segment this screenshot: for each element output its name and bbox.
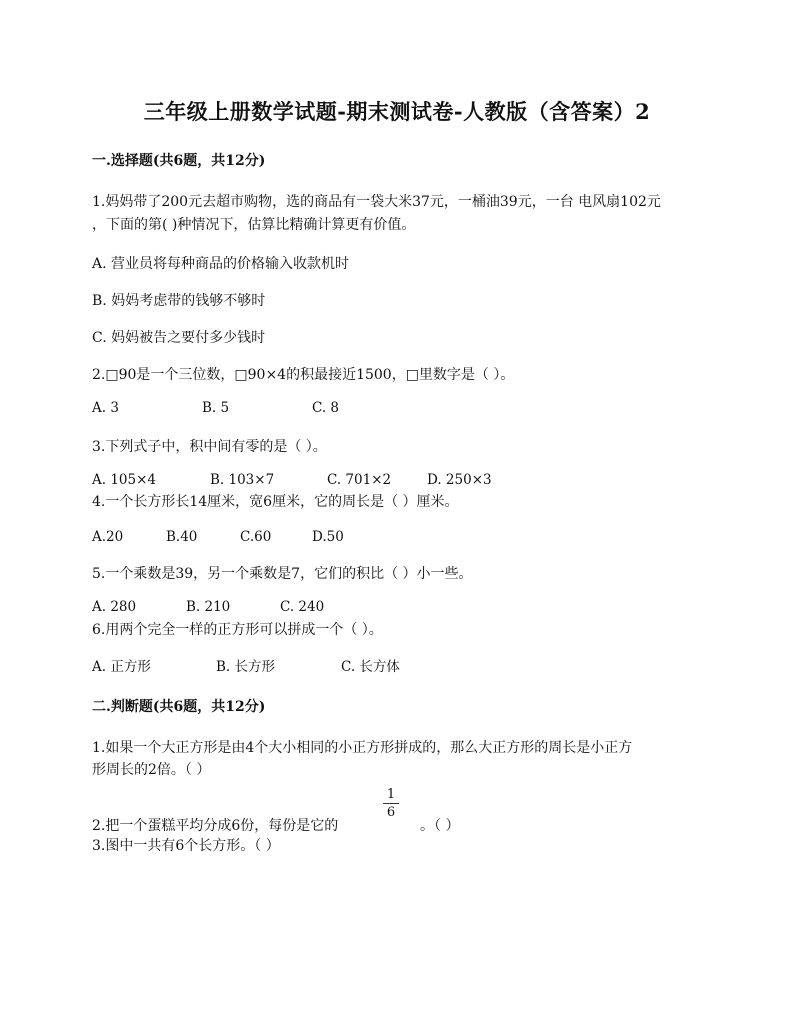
page-title: 三年级上册数学试题-期末测试卷-人教版（含答案）2 (143, 99, 651, 124)
question-1-line-2: ，下面的第( )种情况下，估算比精确计算更有价值。 (92, 217, 416, 233)
question-3-text: 3.下列式子中，积中间有零的是（ ）。 (92, 439, 327, 455)
question-3-option-d: D. 250×3 (427, 472, 492, 488)
question-1-option-c: C. 妈妈被告之要付多少钱时 (92, 330, 266, 346)
judgement-2-after: 。（ ） (420, 818, 460, 834)
question-6-option-c: C. 长方体 (341, 659, 400, 675)
question-1-option-b: B. 妈妈考虑带的钱够不够时 (92, 293, 266, 309)
question-4-text: 4.一个长方形长14厘米，宽6厘米，它的周长是（ ）厘米。 (92, 494, 459, 510)
judgement-2-before: 2.把一个蛋糕平均分成6份，每份是它的 (92, 818, 339, 834)
question-4-option-c: C.60 (240, 529, 272, 545)
question-6-option-a: A. 正方形 (92, 659, 151, 675)
question-5-option-a: A. 280 (92, 599, 137, 615)
question-6-option-b: B. 长方形 (216, 659, 276, 675)
fraction-one-sixth (383, 787, 399, 820)
judgement-3-text: 3.图中一共有6个长方形。（ ） (92, 838, 280, 854)
question-6-options (92, 655, 400, 675)
question-5-option-c: C. 240 (280, 599, 325, 615)
question-2-text: 2.□90是一个三位数，□90×4的积最接近1500，□里数字是（ ）。 (92, 367, 515, 383)
fraction-denominator: 6 (386, 805, 396, 820)
judgement-1-line-1: 1.如果一个大正方形是由4个大小相同的小正方形拼成的，那么大正方形的周长是小正方 (92, 740, 633, 756)
question-4-option-d: D.50 (312, 529, 344, 545)
section-heading-choice: 一.选择题(共6题，共12分) (92, 153, 266, 169)
question-4-option-a: A.20 (92, 529, 124, 545)
judgement-1-line-2: 形周长的2倍。（ ） (92, 762, 211, 778)
question-1-option-a: A. 营业员将每种商品的价格输入收款机时 (92, 256, 350, 272)
question-5-text: 5.一个乘数是39，另一个乘数是7，它们的积比（ ）小一些。 (92, 566, 473, 582)
question-6-text: 6.用两个完全一样的正方形可以拼成一个（ ）。 (92, 622, 383, 638)
question-5-option-b: B. 210 (186, 599, 231, 615)
fraction-numerator: 1 (386, 787, 396, 802)
question-2-option-c: C. 8 (312, 400, 340, 416)
question-2-option-a: A. 3 (92, 400, 119, 416)
question-3-option-a: A. 105×4 (92, 472, 156, 488)
section-heading-judgement: 二.判断题(共6题，共12分) (92, 699, 266, 715)
fraction-bar (383, 803, 399, 804)
question-5-options (92, 599, 324, 615)
question-2-option-b: B. 5 (202, 400, 230, 416)
question-4-option-b: B.40 (166, 529, 198, 545)
question-2-options (92, 400, 339, 416)
question-3-option-b: B. 103×7 (210, 472, 275, 488)
question-3-options (92, 472, 492, 488)
question-1-line-1: 1.妈妈带了200元去超市购物，选的商品有一袋大米37元，一桶油39元，一台 电风扇102元 (92, 194, 661, 210)
question-3-option-c: C. 701×2 (327, 472, 392, 488)
question-4-options (92, 529, 344, 545)
